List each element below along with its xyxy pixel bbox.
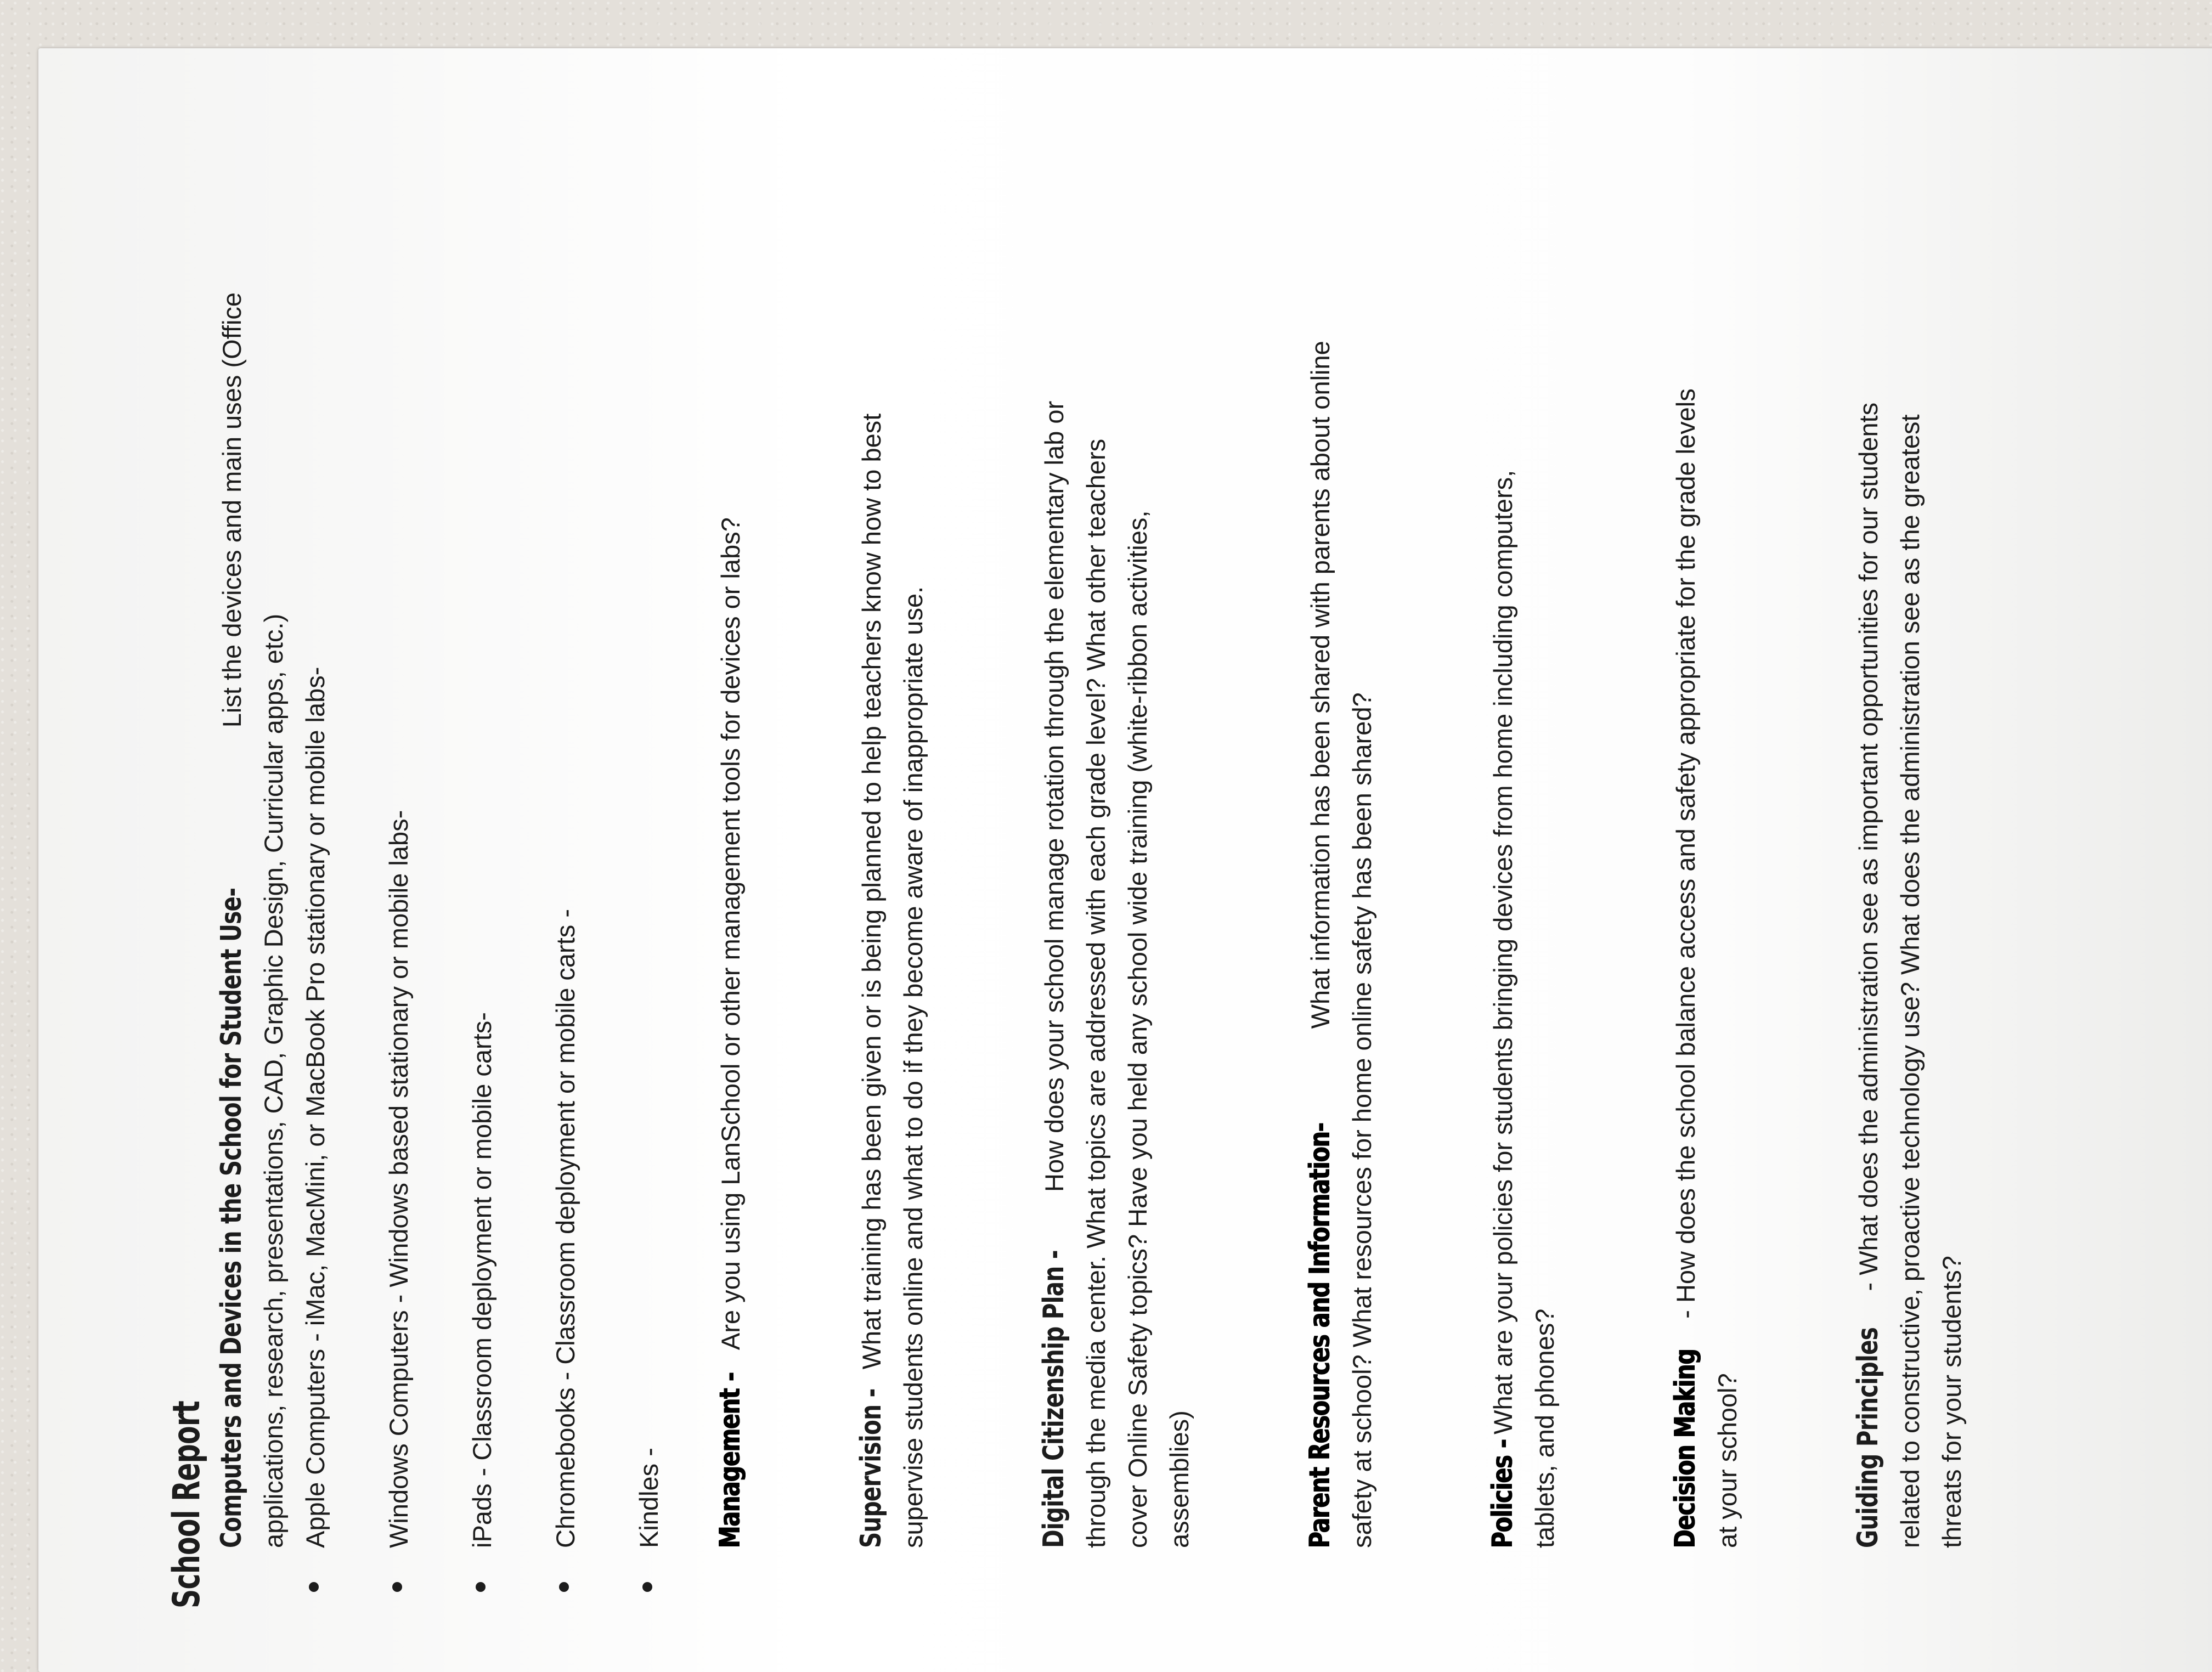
section-text-line: assemblies) <box>1165 1410 1194 1548</box>
section-first-line <box>1299 204 1341 1548</box>
section-first-line <box>1847 204 1889 1548</box>
list-item-windows <box>378 204 420 1608</box>
section-text-line: at your school? <box>1713 1373 1742 1548</box>
section-heading-decision: Decision Making <box>1669 1349 1702 1548</box>
document-title: School Report <box>165 1400 208 1608</box>
list-item-text: Chromebooks - Classroom deployment or mobile carts - <box>551 909 580 1548</box>
list-item-kindles <box>628 204 670 1608</box>
section-computers-intro <box>211 204 253 1608</box>
section-text-line: Are you using LanSchool or other management tools for devices or labs? <box>716 517 745 1356</box>
list-item-text: Windows Computers - Windows based stationary or mobile labs- <box>384 810 413 1548</box>
section-text-line: safety at school? What resources for home online safety has been shared? <box>1347 692 1376 1548</box>
section-first-line <box>1482 204 1524 1548</box>
section-text-line: How does your school manage rotation through the elementary lab or <box>1040 400 1069 1200</box>
list-item-ipads <box>461 204 503 1608</box>
section-digital-citizenship <box>1033 204 1200 1608</box>
list-item-apple <box>295 204 336 1608</box>
document-content <box>165 204 1973 1608</box>
section-text-line: threats for your students? <box>1937 1256 1966 1548</box>
section-first-line <box>1033 204 1075 1548</box>
list-item-text: iPads - Classroom deployment or mobile carts- <box>467 1012 496 1548</box>
section-first-line <box>850 204 893 1548</box>
list-item-chromebooks <box>545 204 586 1608</box>
section-text-line: List the devices and main uses (Office <box>217 292 246 735</box>
bullet-icon <box>642 1582 652 1592</box>
section-text-line: cover Online Safety topics? Have you held any school wide training (white-ribbon activities, <box>1123 510 1152 1548</box>
section-text-line: - What does the administration see as important opportunities for our students <box>1854 402 1883 1298</box>
section-supervision <box>850 204 934 1608</box>
section-decision-making <box>1664 204 1748 1608</box>
bullet-icon <box>392 1582 402 1592</box>
section-heading-supervision: Supervision - <box>855 1388 888 1548</box>
section-text-line: through the media center. What topics are addressed with each grade level? What other teachers <box>1081 438 1110 1548</box>
bullet-icon <box>309 1582 319 1592</box>
device-list <box>295 204 670 1608</box>
section-text-line: - How does the school balance access and safety appropriate for the grade levels <box>1671 388 1700 1326</box>
section-text-line: tablets, and phones? <box>1530 1308 1559 1548</box>
section-heading-guiding: Guiding Principles <box>1852 1327 1884 1548</box>
list-item-text: Kindles - <box>634 1448 663 1548</box>
section-heading-digital: Digital Citizenship Plan - <box>1037 1250 1070 1548</box>
bullet-icon <box>559 1582 569 1592</box>
section-text-line: supervise students online and what to do if they become aware of inappropriate use. <box>899 586 928 1548</box>
section-heading-parent: Parent Resources and Information- <box>1304 1123 1336 1548</box>
section-text-line: applications, research, presentations, CAD, Graphic Design, Curricular apps, etc.) <box>259 613 288 1548</box>
section-parent-resources <box>1299 204 1383 1608</box>
section-guiding-principles <box>1847 204 1973 1608</box>
section-text-line: What are your policies for students bringing devices from home including computers, <box>1488 470 1517 1442</box>
section-heading-policies: Policies - <box>1486 1439 1519 1548</box>
section-heading-management: Management - <box>714 1372 747 1548</box>
section-text-line: What information has been shared with parents about online <box>1306 341 1335 1036</box>
section-computers-devices <box>211 204 670 1608</box>
section-first-line <box>1664 204 1707 1548</box>
section-policies <box>1482 204 1566 1608</box>
section-text-line: related to constructive, proactive technology use? What does the administration see as the greatest <box>1895 414 1925 1548</box>
document-page <box>0 57 2212 1659</box>
section-heading-computers: Computers and Devices in the School for Student Use- <box>215 888 248 1548</box>
bullet-icon <box>476 1582 486 1592</box>
section-management <box>709 204 752 1608</box>
list-item-text: Apple Computers - iMac, MacMini, or MacBook Pro stationary or mobile labs- <box>301 666 330 1548</box>
section-text-line: What training has been given or is being planned to help teachers know how to best <box>857 413 886 1377</box>
